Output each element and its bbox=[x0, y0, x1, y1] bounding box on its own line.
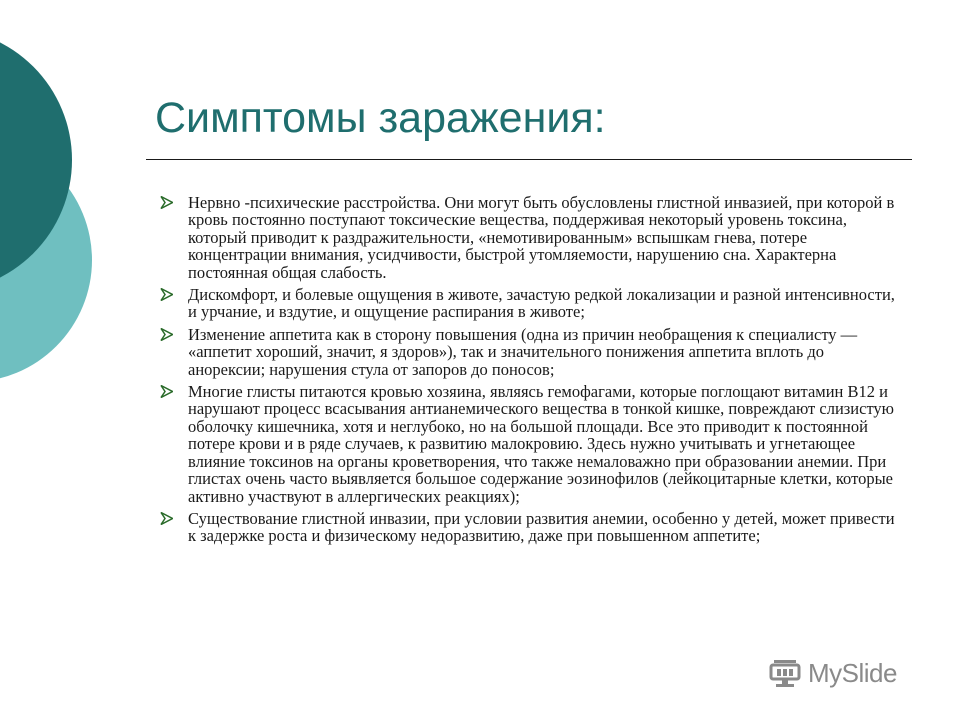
bullet-text: Изменение аппетита как в сторону повышения (одна из причин необращения к специалисту — «аппетит хороший, значит, я здоров»), так и значительного понижения аппетита вплоть до анорексии; нарушения стула от запоров до поносов; bbox=[188, 324, 858, 379]
arrowhead-bullet-icon bbox=[160, 328, 173, 341]
bullet-text: Дискомфорт, и болевые ощущения в животе, зачастую редкой локализации и разной интенсивности, и урчание, и вздутие, и ощущение распирания в животе; bbox=[188, 285, 895, 322]
bullet-text: Многие глисты питаются кровью хозяина, являясь гемофагами, которые поглощают витамин В12 и нарушают процесс всасывания антианемического вещества в тонкой кишке, повреждают слизистую оболочку кишечника, хотя и неглубоко, но на большой площади. Все это приводит к постоянной потере крови и в ряде случаев, к развитию малокровию. Здесь нужно учитывать и угнетающее влияние токсинов на органы кроветворения, что также немаловажно при образовании анемии. При глистах очень часто выявляется большое содержание эозинофилов (лейкоцитарные клетки, которые активно участвуют в аллергических реакциях); bbox=[188, 382, 895, 506]
myslide-logo-text: MySlide bbox=[808, 657, 897, 688]
title-divider bbox=[146, 159, 912, 160]
myslide-logo bbox=[768, 656, 897, 690]
bullet-item bbox=[158, 326, 898, 378]
bullet-text: Существование глистной инвазии, при условии развития анемии, особенно у детей, может привести к задержке роста и физическому недоразвитию, даже при повышенном аппетите; bbox=[188, 508, 895, 546]
arrowhead-bullet-icon bbox=[160, 512, 173, 525]
bullet-item bbox=[158, 383, 898, 505]
arrowhead-bullet-icon bbox=[160, 196, 173, 209]
bullet-text: Нервно -психические расстройства. Они могут быть обусловлены глистной инвазией, при которой в кровь постоянно поступают токсические вещества, поддерживая некоторый уровень токсина, который приводит к раздражительности, «немотивированным» вспышкам гнева, потере концентрации внимания, усидчивости, быстрой утомляемости, нарушению сна. Характерна постоянная общая слабость. bbox=[188, 193, 895, 282]
arrowhead-bullet-icon bbox=[160, 385, 173, 398]
bullet-item bbox=[158, 286, 898, 321]
bullet-list bbox=[158, 194, 898, 550]
slide-title: Симптомы заражения: bbox=[155, 94, 606, 142]
arrowhead-bullet-icon bbox=[160, 288, 173, 301]
bullet-item bbox=[158, 510, 898, 545]
bullet-item bbox=[158, 194, 898, 281]
myslide-logo-icon bbox=[768, 657, 802, 689]
